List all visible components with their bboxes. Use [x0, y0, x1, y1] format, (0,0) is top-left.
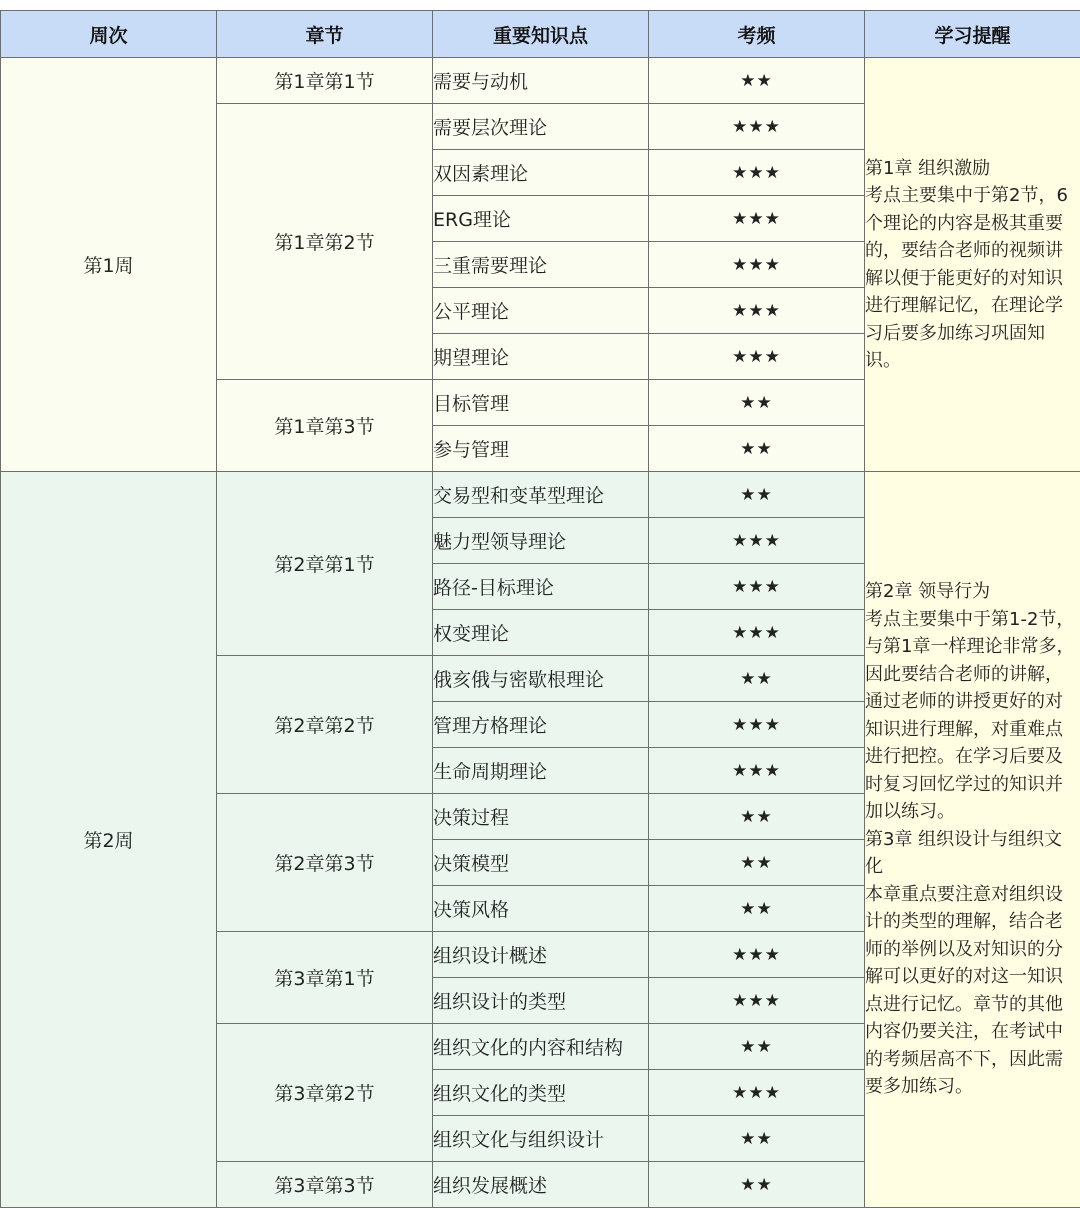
frequency-stars: ★★★ — [649, 196, 865, 242]
knowledge-point: 组织设计概述 — [433, 932, 649, 978]
frequency-stars: ★★★ — [649, 702, 865, 748]
knowledge-point: 参与管理 — [433, 426, 649, 472]
knowledge-point: 决策风格 — [433, 886, 649, 932]
frequency-stars: ★★ — [649, 656, 865, 702]
frequency-stars: ★★★ — [649, 242, 865, 288]
frequency-stars: ★★★ — [649, 150, 865, 196]
header-week: 周次 — [1, 11, 217, 58]
knowledge-point: 组织文化与组织设计 — [433, 1116, 649, 1162]
section-label: 第1章第1节 — [217, 58, 433, 104]
knowledge-point: 组织设计的类型 — [433, 978, 649, 1024]
knowledge-point: 魅力型领导理论 — [433, 518, 649, 564]
frequency-stars: ★★ — [649, 472, 865, 518]
knowledge-point: 组织文化的内容和结构 — [433, 1024, 649, 1070]
section-label: 第1章第2节 — [217, 104, 433, 380]
frequency-stars: ★★ — [649, 1024, 865, 1070]
frequency-stars: ★★ — [649, 1162, 865, 1208]
section-label: 第2章第1节 — [217, 472, 433, 656]
header-row — [1, 11, 1080, 58]
header-study-tip: 学习提醒 — [865, 11, 1080, 58]
knowledge-point: 三重需要理论 — [433, 242, 649, 288]
frequency-stars: ★★ — [649, 58, 865, 104]
knowledge-point: 需要层次理论 — [433, 104, 649, 150]
frequency-stars: ★★★ — [649, 1070, 865, 1116]
frequency-stars: ★★★ — [649, 748, 865, 794]
section-label: 第2章第3节 — [217, 794, 433, 932]
table-body — [1, 58, 1080, 1208]
frequency-stars: ★★★ — [649, 518, 865, 564]
week-label: 第1周 — [1, 58, 217, 472]
frequency-stars: ★★★ — [649, 104, 865, 150]
frequency-stars: ★★ — [649, 794, 865, 840]
frequency-stars: ★★ — [649, 380, 865, 426]
knowledge-point: 目标管理 — [433, 380, 649, 426]
table-row — [1, 58, 1080, 104]
knowledge-point: 公平理论 — [433, 288, 649, 334]
section-label: 第3章第2节 — [217, 1024, 433, 1162]
section-label: 第2章第2节 — [217, 656, 433, 794]
section-label: 第1章第3节 — [217, 380, 433, 472]
knowledge-point: 需要与动机 — [433, 58, 649, 104]
knowledge-point: 路径-目标理论 — [433, 564, 649, 610]
frequency-stars: ★★ — [649, 840, 865, 886]
frequency-stars: ★★★ — [649, 932, 865, 978]
knowledge-point: 双因素理论 — [433, 150, 649, 196]
knowledge-point: 生命周期理论 — [433, 748, 649, 794]
knowledge-point: 期望理论 — [433, 334, 649, 380]
table-row — [1, 472, 1080, 518]
study-tip: 第1章 组织激励 考点主要集中于第2节，6个理论的内容是极其重要的，要结合老师的视频讲解以便于能更好的对知识进行理解记忆，在理论学习后要多加练习巩固知识。 — [865, 58, 1080, 472]
header-frequency: 考频 — [649, 11, 865, 58]
frequency-stars: ★★ — [649, 886, 865, 932]
knowledge-point: 权变理论 — [433, 610, 649, 656]
section-label: 第3章第3节 — [217, 1162, 433, 1208]
frequency-stars: ★★★ — [649, 334, 865, 380]
frequency-stars: ★★ — [649, 426, 865, 472]
week-label: 第2周 — [1, 472, 217, 1208]
study-tip: 第2章 领导行为 考点主要集中于第1-2节，与第1章一样理论非常多，因此要结合老师的讲解，通过老师的讲授更好的对知识进行理解，对重难点进行把控。在学习后要及时复习回忆学过的知识并加以练习。 第3章 组织设计与组织文化 本章重点要注意对组织设计的类型的理解，结合老师的举例以及对知识的分解可以更好的对这一知识点进行记忆。章节的其他内容仍要关注，在考试中的考频居高不下，因此需要多加练习。 — [865, 472, 1080, 1208]
frequency-stars: ★★★ — [649, 564, 865, 610]
study-plan-table — [0, 10, 1080, 1208]
header-knowledge-point: 重要知识点 — [433, 11, 649, 58]
frequency-stars: ★★★ — [649, 288, 865, 334]
header-section: 章节 — [217, 11, 433, 58]
frequency-stars: ★★★ — [649, 978, 865, 1024]
knowledge-point: 交易型和变革型理论 — [433, 472, 649, 518]
knowledge-point: 俄亥俄与密歇根理论 — [433, 656, 649, 702]
knowledge-point: 组织文化的类型 — [433, 1070, 649, 1116]
section-label: 第3章第1节 — [217, 932, 433, 1024]
knowledge-point: ERG理论 — [433, 196, 649, 242]
knowledge-point: 组织发展概述 — [433, 1162, 649, 1208]
frequency-stars: ★★★ — [649, 610, 865, 656]
knowledge-point: 管理方格理论 — [433, 702, 649, 748]
frequency-stars: ★★ — [649, 1116, 865, 1162]
knowledge-point: 决策模型 — [433, 840, 649, 886]
knowledge-point: 决策过程 — [433, 794, 649, 840]
